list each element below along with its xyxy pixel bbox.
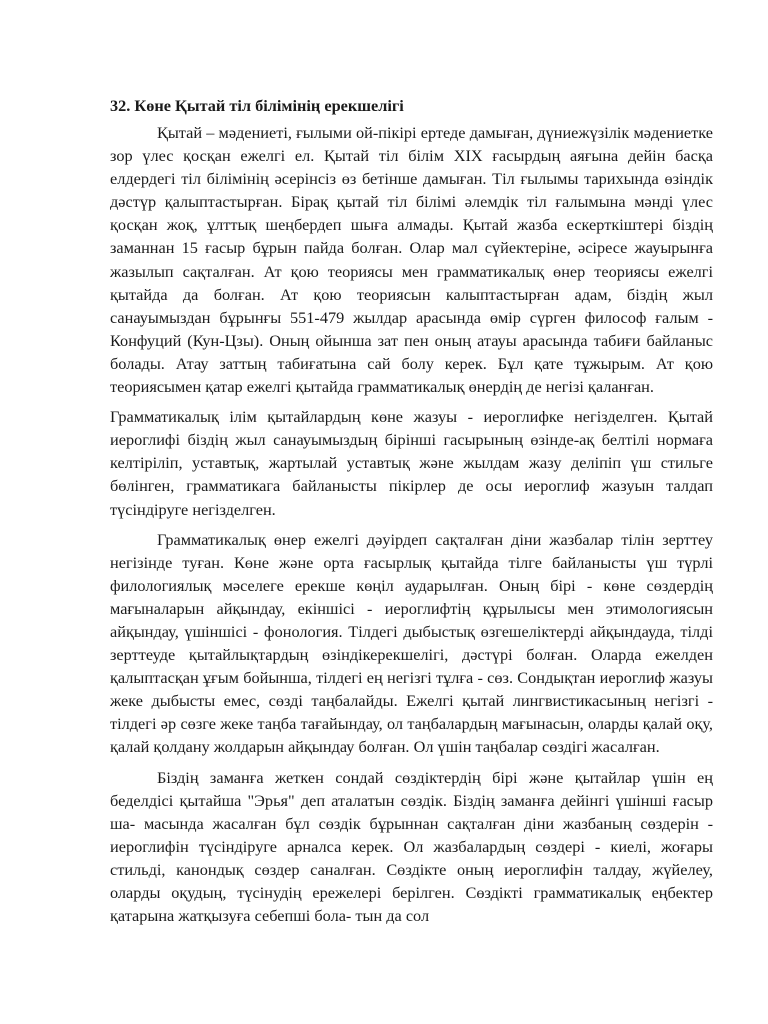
paragraph-3: Грамматикалық өнер ежелгі дәуірдеп сақталған діни жазбалар тілін зерттеу негізінде туған. Көне және орта ғасырлық қытайда тілге байланысты үш түрлі филологиялық мәселеге ерекше көңіл аударылған. Оның бірі - көне сөздердің мағыналарын айқындау, екіншісі - иероглифтің құрылысы мен этимологиясын айқындау, үшіншісі - фонология. Тілдегі дыбыстық өзгешеліктерді айқындауда, тілді зерттеуде қытайлықтардың өзіндікерекшелігі, дәстүрі болған. Оларда ежелден қалыптасқан ұғым бойынша, тілдегі ең негізгі тұлға - сөз. Сондықтан иероглиф жазуы жеке дыбысты емес, сөзді таңбалайды. Ежелгі қытай лингвистикасының негізгі - тілдегі әр сөзге жеке таңба тағайындау, ол таңбалардың мағынасын, оларды қалай оқу, қалай қолдану жолдарын айқындау болған. Ол үшін таңбалар сөздігі жасалған. xyxy=(110,529,713,757)
paragraph-1: Қытай – мәдениеті, ғылыми ой-пікірі ертеде дамыған, дүниежүзілік мәдениетке зор үлес қосқан ежелгі ел. Қытай тіл білім XIX ғасырдың аяғына дейін басқа елдердегі тіл білімінің әсерінсіз өз бетінше дамыған. Тіл ғылымы тарихында өзіндік дәстүр қалыптастырған. Бірақ қытай тіл білімі әлемдік тіл ғалымына мәнді үлес қосқан жоқ, ұлттық шеңбердеп шыға алмады. Қытай жазба ескерткіштері біздің заманнан 15 ғасыр бұрын пайда болған. Олар мал сүйектеріне, әсіресе жауырынға жазылып сақталған. Ат қою теориясы мен грамматикалық өнер теориясы ежелгі қытайда да болған. Ат қою теориясын калыптастырған адам, біздің жыл санауымыздан бұрынғы 551-479 жылдар арасында өмір сүрген философ ғалым - Конфуций (Кун-Цзы). Оның ойынша зат пен оның атауы арасында табиғи байланыс болады. Атау заттың табиғатына сай болу керек. Бұл қате тұжырым. Ат қою теориясымен қатар ежелгі қытайда грамматикалық өнердің де негізі қаланған. xyxy=(110,123,713,397)
document-body xyxy=(110,93,713,934)
document-title: 32. Көне Қытай тіл білімінің ерекшелігі xyxy=(110,96,404,115)
paragraph-4: Біздің заманға жеткен сондай сөздіктердің бірі және қытайлар үшін ең беделдісі қытайша "Эрья" деп аталатын сөздік. Біздің заманға дейінгі үшінші ғасыр ша- масында жасалған бұл сөздік бұрыннан сақталған діни жазбаның сөздерін - иероглифін түсіндіруге арналса керек. Ол жазбалардың сөздері - киелі, жоғары стильді, канондық сөздер саналған. Сөздікте оның иероглифін талдау, жүйелеу, оларды оқудың, түсінудің ережелері берілген. Сөздікті грамматикалық еңбектер қатарына жатқызуға себепші бола- тын да сол xyxy=(110,767,713,926)
paragraph-2: Грамматикалық ілім қытайлардың көне жазуы - иероглифке негізделген. Қытай иероглифі біздің жыл санауымыздың бірінші гасырының өзінде-ақ белтілі нормаға келтіріліп, уставтық, жартылай уставтық және жылдам жазу деліпіп үш стильге бөлінген, грамматикага байланысты пікірлер де осы иероглиф жазуын талдап түсіндіруге негізделген. xyxy=(110,407,713,519)
